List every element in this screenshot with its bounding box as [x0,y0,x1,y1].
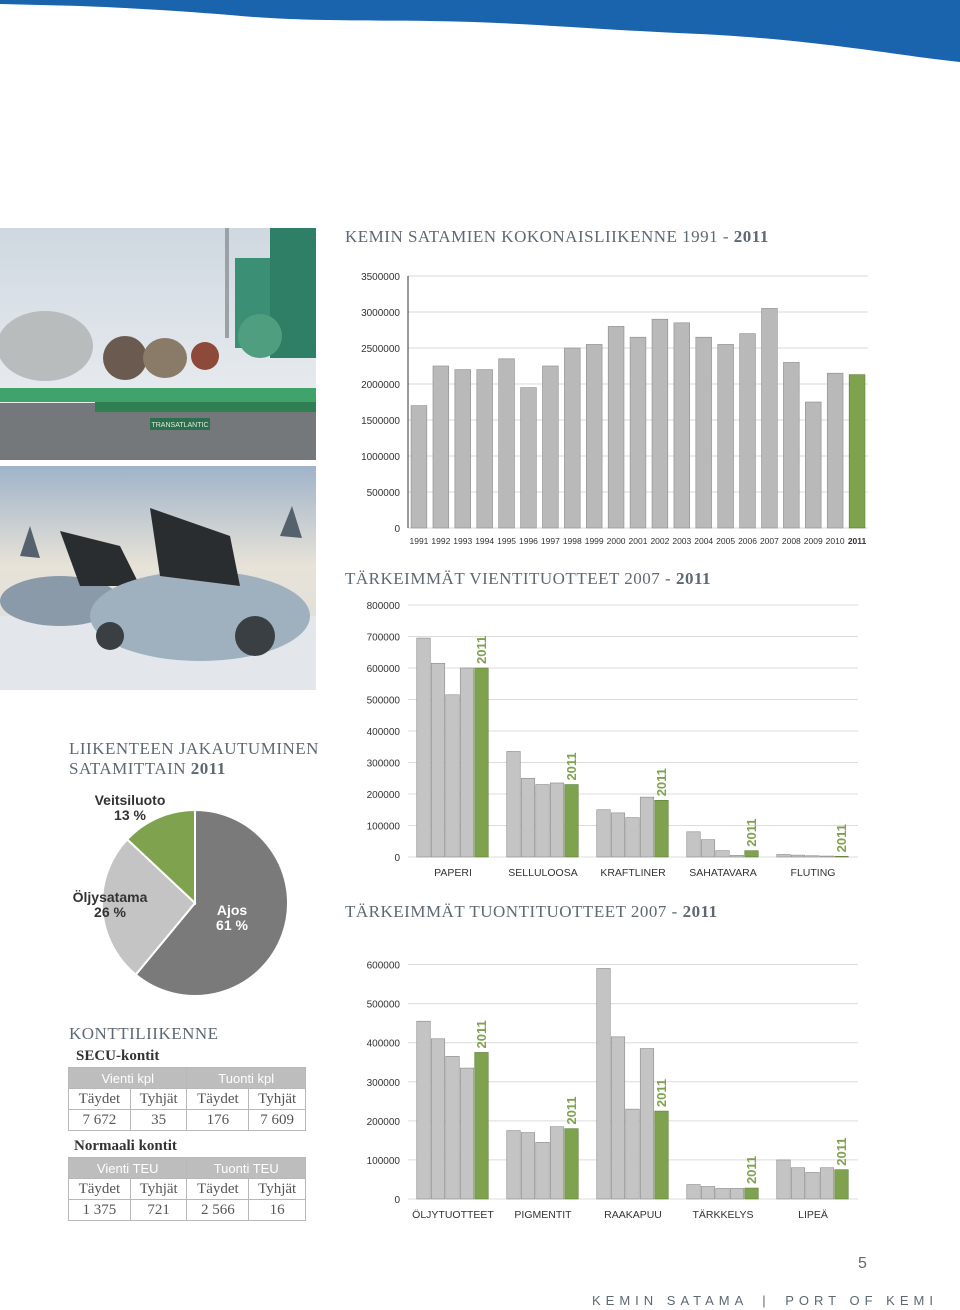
secu-val-2: 35 [130,1110,187,1131]
export-category-label: FLUTING [790,867,836,879]
import-bar [835,1170,849,1199]
import-bar [820,1168,834,1199]
import-category-label: ÖLJYTUOTTEET [412,1209,494,1221]
import-category-label: LIPEÄ [798,1209,828,1221]
total-ytick-label: 500000 [366,488,400,499]
secu-head-export: Vienti kpl [69,1068,187,1089]
export-ytick-label: 400000 [366,727,400,738]
export-products-chart [340,595,880,885]
export-ytick-label: 300000 [366,758,400,770]
import-bar [446,1056,460,1199]
total-bar [542,366,558,528]
total-xtick-label: 1992 [431,536,451,546]
total-xtick-label: 2010 [825,536,845,546]
normal-val-4: 16 [249,1200,306,1221]
export-chart-title-year: 2011 [675,569,712,588]
export-bar [716,851,730,857]
import-bar [777,1160,791,1199]
total-ytick-label: 2000000 [361,380,400,391]
secu-val-3: 176 [187,1110,249,1131]
total-xtick-label: 1998 [562,536,582,546]
trailer-brand-text: TRANSATLANTIC [151,422,209,429]
normal-sub-1: Täydet [69,1179,131,1200]
import-bar [626,1109,640,1199]
export-ytick-label: 600000 [366,664,400,675]
export-ytick-label: 800000 [366,601,400,612]
export-chart-title [345,569,711,589]
export-bar [536,785,550,857]
total-bar [696,337,712,528]
kontti-title: KONTTILIIKENNE [69,1024,219,1043]
total-ytick-label: 3000000 [361,308,400,319]
total-traffic-chart [340,262,880,554]
export-category-label: KRAFTLINER [600,867,666,879]
import-ytick-label: 0 [394,1195,400,1206]
pie-title-line2: SATAMITTAIN [69,759,191,778]
export-chart-title-text: TÄRKEIMMÄT VIENTITUOTTEET 2007 - [345,569,676,588]
import-highlight-label: 2011 [744,1155,759,1185]
export-ytick-label: 500000 [366,695,400,707]
import-highlight-label: 2011 [834,1137,849,1166]
import-category-label: TÄRKKELYS [692,1209,754,1221]
footer-right: PORT OF KEMI [785,1293,938,1308]
export-highlight-label: 2011 [564,752,579,781]
pie-chart-title [69,739,319,779]
export-bar [791,855,805,857]
total-bar [652,319,668,528]
cargo-trailer-photo [0,228,316,460]
total-chart-title-year: 2011 [733,227,769,246]
normal-title: Normaali kontit [74,1138,177,1154]
pie-title-year: 2011 [190,759,226,778]
export-bar [655,800,669,857]
import-bar [730,1188,744,1199]
secu-title: SECU-kontit [76,1048,160,1064]
export-bar [431,663,445,857]
total-xtick-label: 2005 [716,536,736,546]
import-highlight-label: 2011 [654,1078,669,1108]
export-highlight-label: 2011 [654,768,669,797]
total-bar [477,370,493,528]
export-bar [521,778,535,857]
total-xtick-label: 1996 [519,536,538,546]
normal-head-import: Tuonti TEU [187,1158,306,1179]
total-bar [805,402,821,528]
normal-sub-4: Tyhjät [249,1179,306,1200]
secu-sub-4: Tyhjät [249,1089,306,1110]
total-bar [827,373,843,528]
export-ytick-label: 100000 [366,821,400,833]
total-bar [411,406,427,528]
total-xtick-label: 2002 [650,536,670,546]
export-bar [806,856,820,857]
normal-val-1: 1 375 [69,1200,131,1221]
total-xtick-label: 2008 [781,536,801,546]
import-ytick-label: 600000 [366,960,400,972]
total-ytick-label: 0 [394,524,400,535]
export-bar [507,751,521,857]
total-bar [762,308,778,528]
pie-label-percent: 26 % [94,904,126,920]
export-bar [745,851,759,857]
total-xtick-label: 2009 [803,536,823,546]
import-bar [536,1142,550,1199]
total-xtick-label: 2004 [694,536,714,546]
pie-label-name: Öljysatama [72,889,148,905]
import-bar [521,1133,535,1199]
export-bar [460,668,474,857]
normal-sub-2: Tyhjät [130,1179,187,1200]
total-xtick-label: 2006 [738,536,757,546]
total-xtick-label: 2003 [672,536,692,546]
export-bar [640,797,654,857]
import-bar [791,1168,805,1199]
import-bar [565,1129,579,1199]
import-ytick-label: 300000 [366,1077,400,1089]
total-xtick-label: 1997 [540,536,560,546]
export-bar [687,832,701,857]
import-category-label: RAAKAPUU [604,1209,662,1221]
export-bar [475,668,489,857]
import-bar [745,1188,759,1199]
export-bar [820,856,834,857]
total-xtick-label: 1991 [409,536,429,546]
total-chart-title [345,227,769,247]
export-bar [626,818,640,857]
import-bar [611,1037,625,1199]
import-bar [655,1111,669,1199]
export-bar [550,783,564,857]
pie-title-line1: LIIKENTEEN JAKAUTUMINEN [69,739,319,758]
total-xtick-label: 2011 [847,536,867,546]
export-bar [701,840,715,857]
normal-val-3: 2 566 [187,1200,249,1221]
footer-separator: | [762,1293,771,1308]
import-ytick-label: 500000 [366,999,400,1011]
import-bar [431,1039,445,1199]
secu-sub-1: Täydet [69,1089,131,1110]
normal-sub-3: Täydet [187,1179,249,1200]
secu-head-import: Tuonti kpl [187,1068,306,1089]
export-highlight-label: 2011 [474,635,489,664]
total-bar [499,359,515,528]
import-ytick-label: 100000 [366,1155,400,1167]
port-distribution-pie [60,790,310,1000]
footer-left: KEMIN SATAMA [592,1293,748,1308]
total-bar [521,388,537,528]
import-bar [597,968,611,1199]
total-ytick-label: 3500000 [361,272,400,283]
export-ytick-label: 200000 [366,790,400,801]
import-chart-title-text: TÄRKEIMMÄT TUONTITUOTTEET 2007 - [345,902,683,921]
total-chart-title-text: KEMIN SATAMIEN KOKONAISLIIKENNE 1991 - [345,227,734,246]
secu-sub-3: Täydet [187,1089,249,1110]
total-xtick-label: 1993 [453,536,473,546]
total-ytick-label: 1000000 [361,452,400,463]
import-bar [806,1172,820,1199]
export-ytick-label: 0 [394,853,400,864]
pie-label-percent: 61 % [216,917,248,933]
secu-val-4: 7 609 [249,1110,306,1131]
total-ytick-label: 2500000 [361,344,400,355]
export-ytick-label: 700000 [366,632,400,644]
import-products-chart [340,935,880,1225]
secu-table [68,1067,306,1131]
total-xtick-label: 1999 [584,536,604,546]
total-bar [433,366,449,528]
export-bar [611,813,625,857]
pie-label-percent: 13 % [114,807,146,823]
import-bar [687,1185,701,1199]
total-bar [564,348,580,528]
export-bar [730,855,744,857]
import-bar [417,1021,431,1199]
total-xtick-label: 2007 [759,536,779,546]
pie-label-name: Ajos [216,902,248,918]
export-bar [597,810,611,857]
pie-label-name: Veitsiluoto [94,792,166,808]
import-bar [716,1188,730,1199]
page-number: 5 [858,1255,867,1272]
import-ytick-label: 400000 [366,1038,400,1050]
import-chart-title [345,902,718,922]
import-bar [475,1052,489,1199]
export-highlight-label: 2011 [744,818,759,847]
normal-val-2: 721 [130,1200,187,1221]
total-bar [783,362,799,528]
import-ytick-label: 200000 [366,1116,400,1128]
export-bar [417,638,431,857]
total-xtick-label: 1994 [475,536,495,546]
total-bar [849,375,865,528]
total-xtick-label: 1995 [497,536,517,546]
total-bar [586,344,602,528]
export-highlight-label: 2011 [834,824,849,853]
normal-table [68,1157,306,1221]
import-bar [550,1127,564,1199]
total-xtick-label: 2000 [606,536,626,546]
import-highlight-label: 2011 [474,1020,489,1049]
import-category-label: PIGMENTIT [514,1209,572,1221]
footer-brand [592,1293,938,1308]
total-bar [674,323,690,528]
total-bar [740,334,756,528]
secu-sub-2: Tyhjät [130,1089,187,1110]
import-bar [507,1131,521,1199]
header-brush-decoration [0,0,960,80]
export-bar [565,785,579,857]
export-category-label: PAPERI [434,867,472,879]
import-bar [701,1186,715,1199]
total-xtick-label: 2001 [628,536,648,546]
export-category-label: SAHATAVARA [689,867,757,879]
export-bar [835,856,849,857]
sports-cars-photo [0,466,316,690]
export-bar [446,695,460,857]
total-bar [718,344,734,528]
total-bar [630,337,646,528]
secu-val-1: 7 672 [69,1110,131,1131]
import-bar [640,1049,654,1199]
total-bar [608,326,624,528]
total-ytick-label: 1500000 [361,416,400,427]
export-category-label: SELLULOOSA [508,867,578,879]
total-bar [455,370,471,528]
normal-head-export: Vienti TEU [69,1158,187,1179]
export-bar [777,854,791,857]
import-chart-title-year: 2011 [682,902,718,921]
import-bar [460,1068,474,1199]
import-highlight-label: 2011 [564,1096,579,1125]
